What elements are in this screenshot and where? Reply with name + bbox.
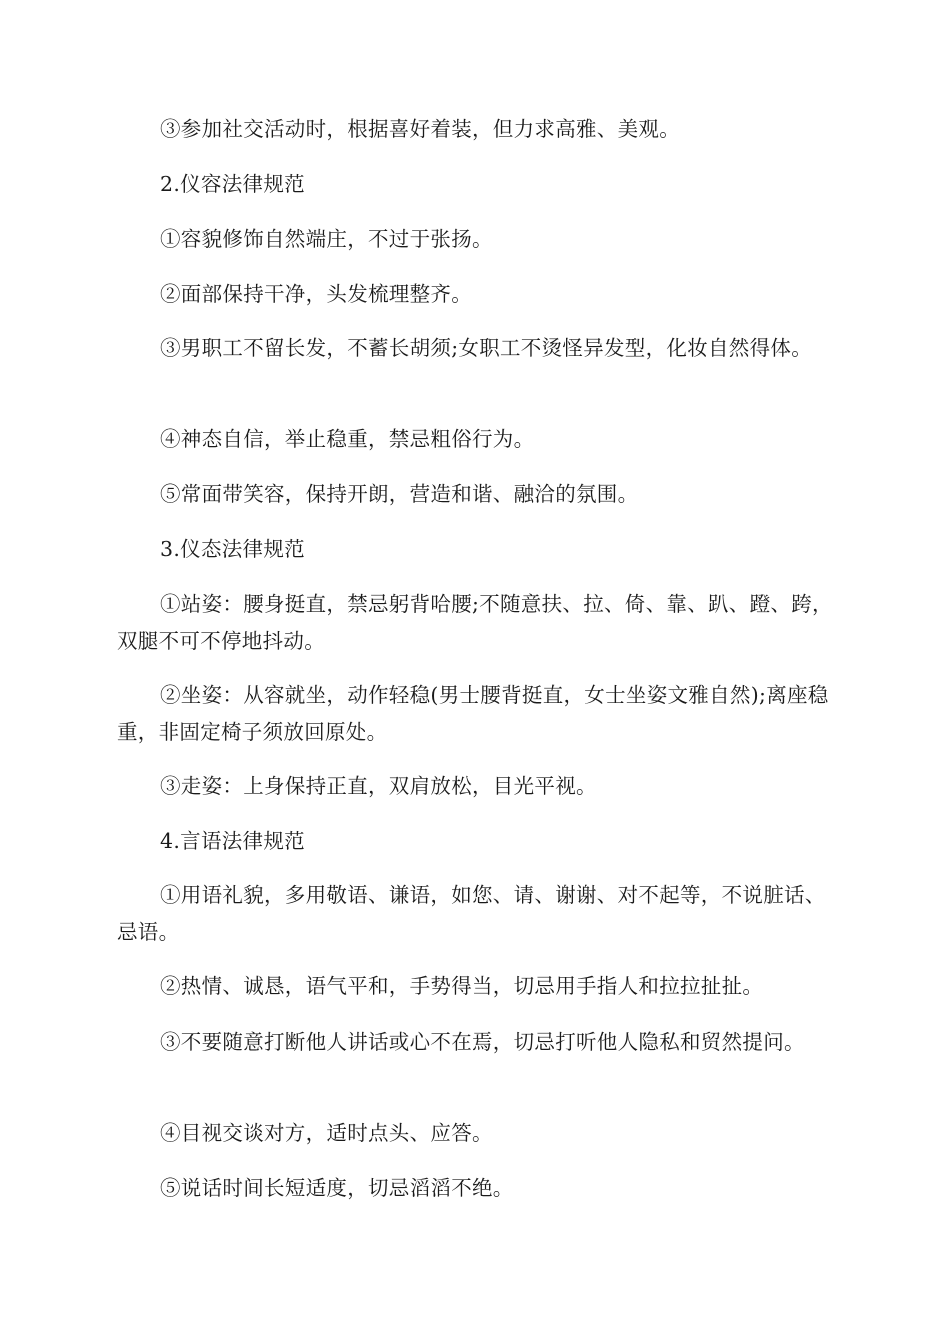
paragraph-speech-2: ②热情、诚恳，语气平和，手势得当，切忌用手指人和拉拉扯扯。 xyxy=(160,974,764,998)
paragraph-appearance-5: ⑤常面带笑容，保持开朗，营造和谐、融洽的氛围。 xyxy=(160,482,639,506)
paragraph-appearance-2: ②面部保持干净，头发梳理整齐。 xyxy=(160,282,472,306)
paragraph-speech-1: ①用语礼貌，多用敬语、谦语，如您、请、谢谢、对不起等，不说脏话、忌语。 xyxy=(117,883,826,944)
paragraph-appearance-4: ④神态自信，举止稳重，禁忌粗俗行为。 xyxy=(160,427,535,451)
paragraph-appearance-3: ③男职工不留长发，不蓄长胡须;女职工不烫怪异发型，化妆自然得体。 xyxy=(160,336,813,360)
paragraph-posture-standing: ①站姿：腰身挺直，禁忌躬背哈腰;不随意扶、拉、倚、靠、趴、蹬、跨，双腿不可不停地抖动。 xyxy=(117,592,833,653)
paragraph-speech-5: ⑤说话时间长短适度，切忌滔滔不绝。 xyxy=(160,1176,514,1200)
paragraph-posture-walking: ③走姿：上身保持正直，双肩放松，目光平视。 xyxy=(160,774,597,798)
section-heading-appearance: 2.仪容法律规范 xyxy=(160,172,305,196)
section-heading-posture: 3.仪态法律规范 xyxy=(160,537,305,561)
paragraph-posture-sitting: ②坐姿：从容就坐，动作轻稳(男士腰背挺直，女士坐姿文雅自然);离座稳重，非固定椅子须放回原处。 xyxy=(117,683,829,744)
paragraph-attire-social: ③参加社交活动时，根据喜好着装，但力求高雅、美观。 xyxy=(160,117,680,141)
section-heading-speech: 4.言语法律规范 xyxy=(160,829,305,853)
paragraph-speech-3: ③不要随意打断他人讲话或心不在焉，切忌打听他人隐私和贸然提问。 xyxy=(160,1030,805,1054)
paragraph-speech-4: ④目视交谈对方，适时点头、应答。 xyxy=(160,1121,493,1145)
paragraph-appearance-1: ①容貌修饰自然端庄，不过于张扬。 xyxy=(160,227,493,251)
